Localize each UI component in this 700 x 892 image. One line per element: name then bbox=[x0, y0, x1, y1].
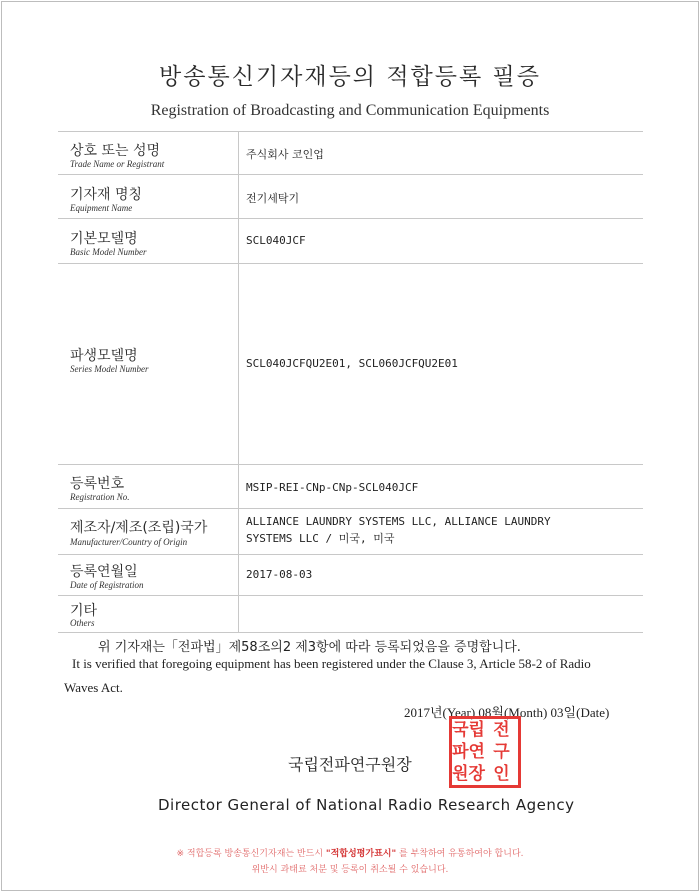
seal-char: 전 bbox=[493, 720, 510, 740]
seal-char: 원장 bbox=[452, 764, 485, 784]
label-cell bbox=[58, 132, 239, 174]
label-english: Equipment Name bbox=[70, 203, 133, 213]
notice-highlight: "적합성평가표시" bbox=[325, 849, 397, 859]
table-row-basic-model bbox=[58, 218, 643, 263]
label-english: Trade Name or Registrant bbox=[70, 159, 165, 169]
table-row-manufacturer bbox=[58, 508, 643, 554]
certification-statement-english-cont: Waves Act. bbox=[64, 680, 123, 695]
notice-suffix: 를 부착하여 유통하여야 합니다. bbox=[399, 849, 524, 859]
table-row-registration-date bbox=[58, 554, 643, 595]
label-korean: 파생모델명 bbox=[70, 348, 138, 364]
seal-char: 인 bbox=[493, 764, 510, 784]
value-manufacturer-line2: SYSTEMS LLC / 미국, 미국 bbox=[246, 532, 395, 545]
notice-prefix: ※ 적합등록 방송통신기자재는 반드시 bbox=[176, 849, 324, 859]
label-korean: 등록연월일 bbox=[70, 564, 138, 580]
label-korean: 제조자/제조(조립)국가 bbox=[70, 520, 208, 536]
label-english: Manufacturer/Country of Origin bbox=[70, 537, 188, 547]
table-row-series-model bbox=[58, 263, 643, 464]
label-korean: 기자재 명칭 bbox=[70, 187, 143, 203]
value-series-model: SCL040JCFQU2E01, SCL060JCFQU2E01 bbox=[246, 357, 458, 370]
label-cell bbox=[58, 175, 239, 218]
certification-statement-korean: 위 기자재는「전파법」제58조의2 제3항에 따라 등록되었음을 증명합니다. bbox=[98, 640, 521, 655]
label-english: Others bbox=[70, 618, 95, 628]
seal-char: 국립 bbox=[452, 720, 485, 740]
seal-char: 구 bbox=[493, 742, 510, 762]
label-cell bbox=[58, 555, 239, 595]
issuer-korean: 국립전파연구원장 bbox=[288, 755, 412, 774]
label-english: Basic Model Number bbox=[70, 247, 147, 257]
certification-statement-english: It is verified that foregoing equipment has been registered under the Clause 3, Article 58-2 of Radio bbox=[72, 656, 591, 671]
label-cell bbox=[58, 509, 239, 554]
label-english: Series Model Number bbox=[70, 364, 149, 374]
value-equipment-name: 전기세탁기 bbox=[246, 192, 300, 205]
footer-notice bbox=[0, 846, 700, 859]
issue-date: 2017년(Year) 08월(Month) 03일(Date) bbox=[404, 705, 610, 720]
official-seal bbox=[449, 716, 521, 788]
table-row-equipment-name bbox=[58, 174, 643, 218]
label-korean: 등록번호 bbox=[70, 476, 125, 492]
value-manufacturer-line1: ALLIANCE LAUNDRY SYSTEMS LLC, ALLIANCE LAUNDRY bbox=[246, 515, 551, 528]
table-row-registration-number bbox=[58, 464, 643, 508]
document-title-english: Registration of Broadcasting and Communication Equipments bbox=[150, 102, 550, 119]
value-registration-date: 2017-08-03 bbox=[246, 568, 313, 581]
label-cell bbox=[58, 596, 239, 632]
table-row-others bbox=[58, 595, 643, 633]
label-cell bbox=[58, 219, 239, 263]
table-row-trade-name bbox=[58, 131, 643, 174]
value-registration-number: MSIP-REI-CNp-CNp-SCL040JCF bbox=[246, 481, 419, 494]
label-korean: 기타 bbox=[70, 603, 98, 619]
label-cell bbox=[58, 465, 239, 508]
label-cell bbox=[58, 264, 239, 464]
value-basic-model: SCL040JCF bbox=[246, 234, 306, 247]
label-korean: 기본모델명 bbox=[70, 231, 138, 247]
document-title-korean: 방송통신기자재등의 적합등록 필증 bbox=[159, 64, 541, 90]
label-english: Registration No. bbox=[70, 492, 130, 502]
label-english: Date of Registration bbox=[70, 580, 144, 590]
issuer-english: Director General of National Radio Research Agency bbox=[158, 796, 575, 814]
value-trade-name: 주식회사 코인업 bbox=[246, 148, 324, 161]
label-korean: 상호 또는 성명 bbox=[70, 143, 161, 159]
footer-notice-line2: 위반시 과태료 처분 및 등록이 취소될 수 있습니다. bbox=[251, 865, 449, 875]
registration-table bbox=[58, 131, 643, 633]
seal-char: 파연 bbox=[452, 742, 485, 762]
